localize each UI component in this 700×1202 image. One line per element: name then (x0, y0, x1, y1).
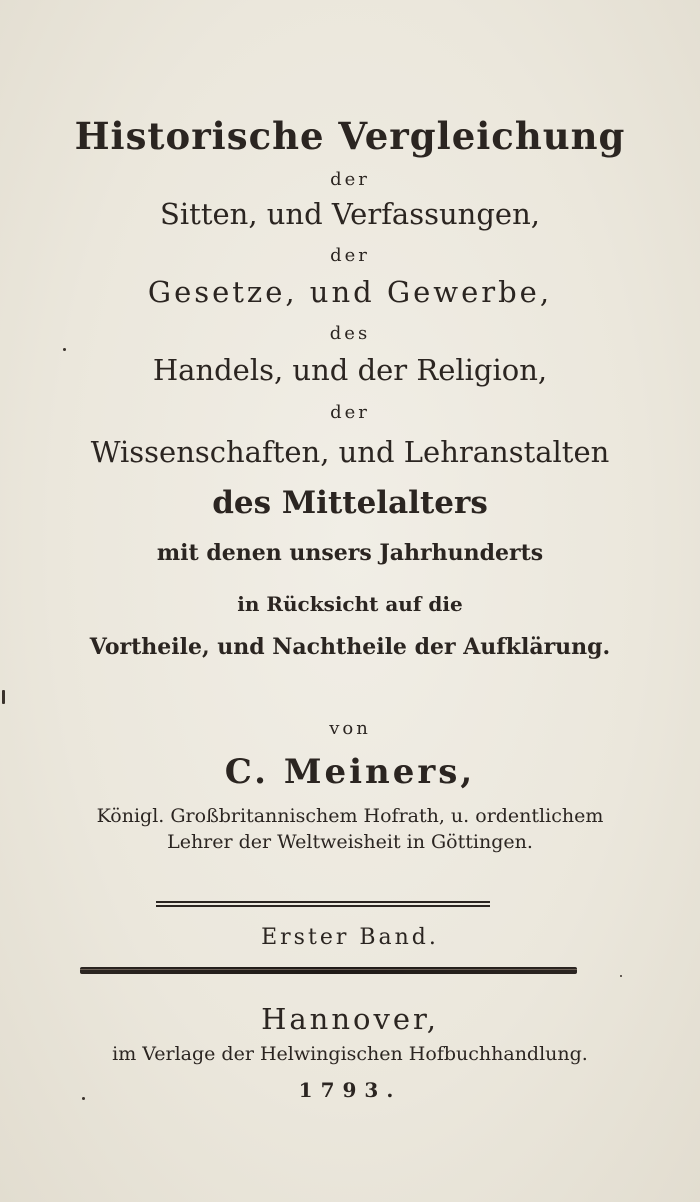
volume-label: Erster Band. (261, 925, 439, 950)
paper-mark (2, 690, 5, 704)
title-sitten-line: Sitten, und Verfassungen, (160, 197, 540, 231)
title-mittelalters-line: des Mittelalters (212, 485, 488, 521)
main-title: Historische Vergleichung (74, 114, 626, 158)
title-connector-der-3: der (330, 402, 370, 423)
double-rule-divider (156, 901, 490, 907)
author-affiliation-2: Lehrer der Weltweisheit in Göttingen. (167, 831, 533, 853)
title-ruecksicht-line: in Rücksicht auf die (237, 592, 463, 616)
title-jahrhunderts-line: mit denen unsers Jahrhunderts (156, 540, 544, 566)
title-gesetze-line: Gesetze, und Gewerbe, (147, 275, 553, 309)
title-connector-des: des (329, 323, 371, 344)
paper-speck (620, 975, 622, 977)
paper-speck (63, 348, 66, 351)
title-handels-line: Handels, und der Religion, (152, 353, 548, 387)
imprint-year: 1793. (298, 1078, 402, 1102)
imprint-place: Hannover, (261, 1002, 439, 1036)
title-wissenschaften-line: Wissenschaften, und Lehranstalten (90, 435, 610, 469)
author-by: von (329, 718, 371, 739)
author-name: C. Meiners, (224, 752, 476, 792)
author-affiliation-1: Königl. Großbritannischem Hofrath, u. ordentlichem (96, 805, 604, 827)
imprint-publisher: im Verlage der Helwingischen Hofbuchhandlung. (112, 1043, 588, 1065)
title-connector-der-1: der (330, 169, 370, 190)
title-connector-der-2: der (330, 245, 370, 266)
thick-rule-divider (80, 967, 577, 974)
paper-speck (82, 1097, 85, 1100)
title-aufklaerung-line: Vortheile, und Nachtheile der Aufklärung. (89, 634, 611, 660)
